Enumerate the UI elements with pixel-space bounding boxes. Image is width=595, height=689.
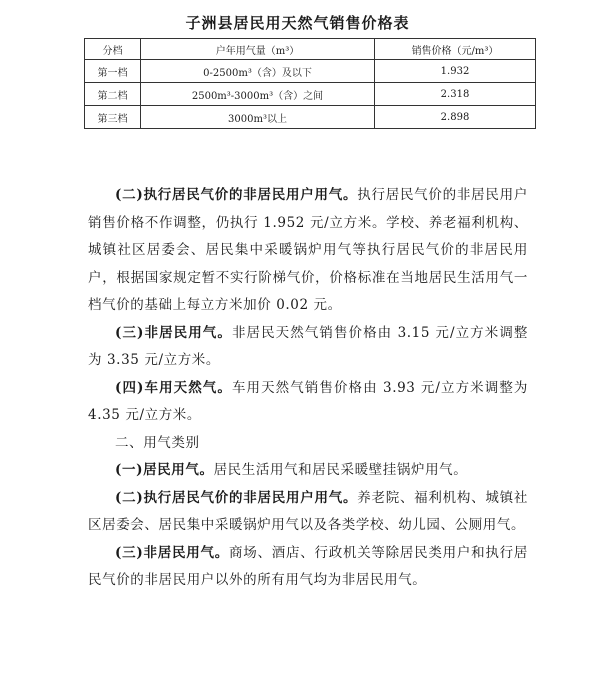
paragraph-vehicle-gas — [88, 375, 528, 430]
paragraph-heading: (二)执行居民气价的非居民用户用气。 — [115, 187, 358, 203]
volume-cell: 0-2500m³（含）及以下 — [141, 60, 375, 83]
tier-cell: 第三档 — [85, 106, 141, 129]
price-cell: 2.898 — [375, 106, 536, 129]
paragraph-text: 车用天然气销售价格由 3.93 元/立方米调整为 4.35 元/立方米。 — [88, 379, 528, 423]
paragraph-heading: (四)车用天然气。 — [115, 379, 232, 396]
paragraph-text: 执行居民气价的非居民用户销售价格不作调整，仍执行 1.952 元/立方米。学校、养老福利机构、城镇社区居委会、居民集中采暖锅炉用气等执行居民气价的非居民用户，根据国家规定暂不实行阶梯气价，价格标准在当地居民生活用气一档气价的基础上每立方米加价 0.02 元。 — [88, 187, 529, 313]
section-heading-text: 二、用气类别 — [115, 434, 200, 451]
paragraph-heading: (一)居民用气。 — [115, 462, 214, 478]
table-row — [85, 106, 536, 129]
paragraph-text: 非居民天然气销售价格由 3.15 元/立方米调整为 3.35 元/立方米。 — [88, 324, 528, 368]
table-row — [85, 83, 536, 106]
header-volume: 户年用气量（m³） — [141, 39, 375, 60]
table-title: 子洲县居民用天然气销售价格表 — [185, 14, 410, 32]
price-cell: 1.932 — [375, 60, 536, 83]
header-price: 销售价格（元/m³） — [375, 39, 536, 60]
table-header-row — [85, 39, 536, 60]
tier-cell: 第二档 — [85, 83, 141, 106]
price-cell: 2.318 — [375, 83, 536, 106]
document-body — [88, 182, 528, 595]
tier-cell: 第一档 — [85, 60, 141, 83]
paragraph-resident-gas — [88, 457, 528, 485]
price-table — [84, 38, 536, 129]
paragraph-heading: (三)非居民用气。 — [115, 544, 229, 561]
paragraph-non-resident-at-resident-price — [88, 182, 528, 320]
paragraph-text: 养老院、福利机构、城镇社区居委会、居民集中采暖锅炉用气以及各类学校、幼儿园、公厕用气。 — [88, 489, 529, 533]
table-row — [85, 60, 536, 83]
paragraph-text: 居民生活用气和居民采暖壁挂锅炉用气。 — [213, 462, 468, 478]
paragraph-heading: (二)执行居民气价的非居民用户用气。 — [115, 489, 358, 506]
volume-cell: 2500m³-3000m³（含）之间 — [141, 83, 375, 106]
section-heading-gas-categories — [88, 430, 528, 458]
paragraph-non-resident-category — [88, 540, 528, 595]
header-tier: 分档 — [85, 39, 141, 60]
volume-cell: 3000m³以上 — [141, 106, 375, 129]
paragraph-text: 商场、酒店、行政机关等除居民类用户和执行居民气价的非居民用户以外的所有用气均为非居民用气。 — [88, 544, 528, 588]
paragraph-non-resident-at-resident-price-category — [88, 485, 528, 540]
paragraph-heading: (三)非居民用气。 — [115, 324, 232, 341]
paragraph-non-resident-gas — [88, 320, 528, 375]
